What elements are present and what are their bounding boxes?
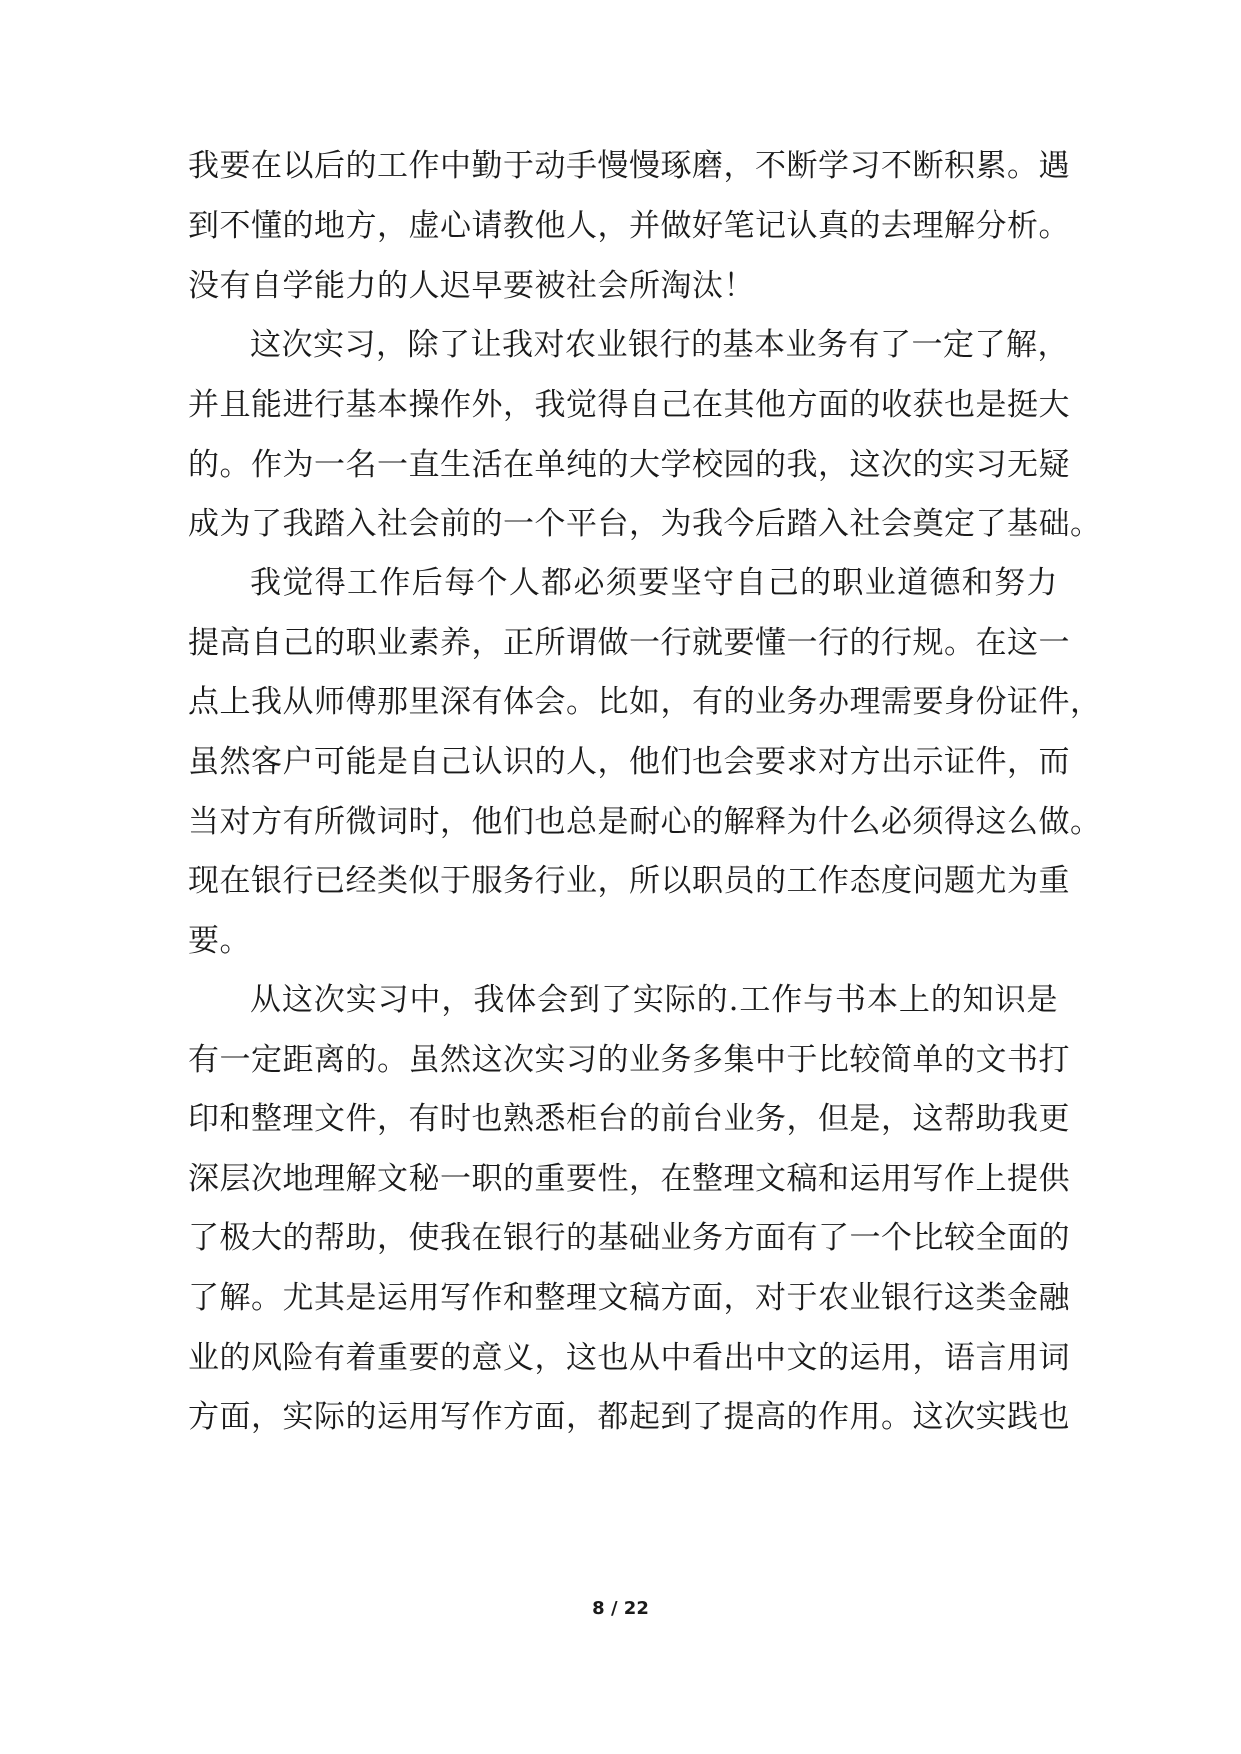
paragraph-1-line-1: 我要在以后的工作中勤于动手慢慢琢磨，不断学习不断积累。遇 — [188, 148, 1070, 184]
paragraph-3-line-4: 虽然客户可能是自己认识的人，他们也会要求对方出示证件，而 — [188, 744, 1070, 780]
paragraph-1-line-3: 没有自学能力的人迟早要被社会所淘汰！ — [188, 268, 755, 304]
paragraph-4-line-6: 了解。尤其是运用写作和整理文稿方面，对于农业银行这类金融 — [188, 1280, 1070, 1316]
paragraph-4-line-7: 业的风险有着重要的意义，这也从中看出中文的运用，语言用词 — [188, 1340, 1070, 1376]
paragraph-4-line-4: 深层次地理解文秘一职的重要性，在整理文稿和运用写作上提供 — [188, 1161, 1070, 1197]
paragraph-2-line-3: 的。作为一名一直生活在单纯的大学校园的我，这次的实习无疑 — [188, 447, 1070, 483]
paragraph-2-line-1: 这次实习，除了让我对农业银行的基本业务有了一定了解， — [250, 327, 1069, 363]
paragraph-3-line-3: 点上我从师傅那里深有体会。比如，有的业务办理需要身份证件， — [188, 684, 1102, 720]
paragraph-4-line-1: 从这次实习中，我体会到了实际的.工作与书本上的知识是 — [250, 982, 1058, 1018]
paragraph-2-line-2: 并且能进行基本操作外，我觉得自己在其他方面的收获也是挺大 — [188, 387, 1070, 423]
paragraph-3-line-7: 要。 — [188, 923, 251, 959]
page-number: 8 / 22 — [592, 1598, 649, 1619]
paragraph-3-line-5: 当对方有所微词时，他们也总是耐心的解释为什么必须得这么做。 — [188, 804, 1102, 840]
paragraph-4-line-8: 方面，实际的运用写作方面，都起到了提高的作用。这次实践也 — [188, 1399, 1070, 1435]
paragraph-3-line-2: 提高自己的职业素养，正所谓做一行就要懂一行的行规。在这一 — [188, 625, 1070, 661]
paragraph-2-line-4: 成为了我踏入社会前的一个平台，为我今后踏入社会奠定了基础。 — [188, 506, 1102, 542]
paragraph-1-line-2: 到不懂的地方，虚心请教他人，并做好笔记认真的去理解分析。 — [188, 208, 1070, 244]
paragraph-4-line-3: 印和整理文件，有时也熟悉柜台的前台业务，但是，这帮助我更 — [188, 1101, 1070, 1137]
paragraph-3-line-6: 现在银行已经类似于服务行业，所以职员的工作态度问题尤为重 — [188, 863, 1070, 899]
paragraph-3-line-1: 我觉得工作后每个人都必须要坚守自己的职业道德和努力 — [250, 565, 1058, 601]
paragraph-4-line-5: 了极大的帮助，使我在银行的基础业务方面有了一个比较全面的 — [188, 1220, 1070, 1256]
paragraph-4-line-2: 有一定距离的。虽然这次实习的业务多集中于比较简单的文书打 — [188, 1042, 1070, 1078]
